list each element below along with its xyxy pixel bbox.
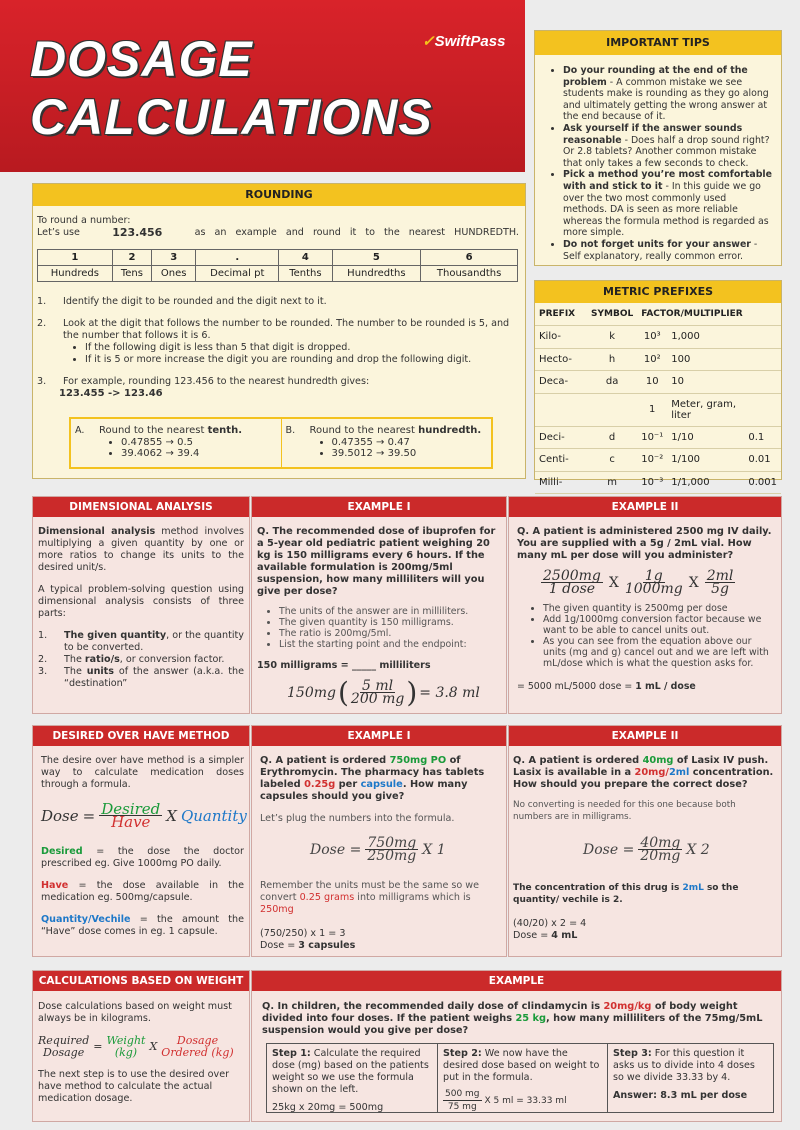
paren-close: ) [406,675,418,709]
example-item: • 0.47855 → 0.5 [121,437,242,448]
denominator: 1000mg [624,581,683,597]
weight-example-box [251,970,782,1122]
equals-sign: = [82,806,96,825]
prefix-row [535,326,781,349]
example-text: Round to the nearest [99,425,205,436]
prefix-header-row [535,303,781,326]
step-title: Step 2: [443,1048,482,1059]
prefix-cell: da [587,371,637,394]
numerator: Desired [101,800,161,818]
weight-box [32,970,250,1122]
ex2-point: • Add 1g/1000mg conversion factor because we want to be able to cancel units out. [543,614,775,636]
formula-fraction [351,680,404,705]
text: as an example and round it to the nearest HUNDREDTH. [194,227,519,238]
example-item: • 39.5012 → 39.50 [332,448,482,459]
step-3 [37,376,519,388]
ex3-content [252,746,506,952]
step-calc: 25kg x 20mg = 500mg [272,1102,384,1113]
prefix-row [535,393,781,426]
part-num: 3. [38,666,48,677]
tip-item [563,123,773,169]
weight-intro: Dose calculations based on weight must always be in kilograms. [38,1001,232,1024]
ex3-highlight: 250mg [260,904,294,915]
formula-term: X 1 [422,841,446,858]
prefix-cell: 10³ [637,326,667,349]
digit-row [38,250,518,266]
formula-term: Weight [106,1034,146,1047]
q-highlight: 0.25g [304,779,336,790]
numerator: 2ml [706,568,734,584]
prefix-cell [744,393,781,426]
step-text: Calculate the required dose (mg) based on the patients weight so we use the formula shown on the left. [272,1048,429,1095]
formula-fraction [541,570,603,595]
prefix-cell: 0.001 [744,471,781,494]
ex4-question [513,755,775,791]
part-num: 2. [38,654,48,665]
ex3-highlight: 0.25 grams [299,892,355,903]
tip-text: - A common mistake we see students make is rounding as they go along and ultimately getting the wrong answer at the end because of it. [563,76,769,123]
q-text: . How many capsules should you give? [260,779,468,802]
weight-content [33,991,249,1105]
metric-prefixes-box [534,280,782,488]
example-bold: hundredth. [418,425,482,436]
multiply-sign: X [149,1040,158,1053]
prefix-cell: c [587,449,637,472]
desired-over-have-heading: DESIRED OVER HAVE METHOD [33,726,249,746]
q-highlight: 40mg [642,755,674,766]
prefix-cell: 1/10 [667,426,744,449]
prefix-cell: d [587,426,637,449]
dohm-example-1-box [251,725,507,957]
formula-fraction [638,837,682,862]
prefix-cell: 1 [637,393,667,426]
step-text: For example, rounding 123.456 to the nearest hundredth gives: [63,376,370,387]
prefix-cell: k [587,326,637,349]
ex1-point: • List the starting point and the endpoint: [279,639,501,650]
q-highlight: capsule [360,779,403,790]
tip-item [563,239,773,262]
q-text: Q. A patient is ordered [260,755,390,766]
formula-term: Quantity [180,806,247,825]
def-term: Desired [41,846,83,857]
rounding-steps [33,282,525,400]
example-label: B. [285,425,296,436]
weight-formula [38,1035,244,1059]
rounding-intro-line2 [37,227,519,239]
formula-fraction [443,1088,482,1113]
logo-text: SwiftPass [434,33,506,50]
text: Let’s use [37,227,80,238]
step-answer: Answer: 8.3 mL per dose [613,1090,748,1101]
formula-term: Dosage [43,1046,85,1059]
prefix-row [535,371,781,394]
rule-item: • If the following digit is less than 5 that digit is dropped. [85,342,519,354]
part-text: of the answer (a.k.a. the “destination” [64,666,244,689]
da-term: Dimensional analysis [38,526,156,537]
def-term: Have [41,880,69,891]
tip-item [563,65,773,123]
prefix-cell: Kilo- [535,326,587,349]
q-highlight: 25 kg [515,1013,547,1024]
tip-title: Do your rounding at the end of the problem [563,65,748,88]
ex1-question: Q. The recommended dose of ibuprofen for a 5-year old pediatric patient weighing 20 kg is 150 milligrams every 6 hours. If the available formulation is 200mg/5ml suspension, how many milliliters will you give per dose? [257,526,496,597]
prefix-cell: 10⁻¹ [637,426,667,449]
denominator: 1 dose [548,581,596,597]
ex3-calc: Dose = [260,940,299,951]
ex2-question: Q. A patient is administered 2500 mg IV daily. You are supplied with a 5g / 2mL vial. How many mL per dose will you administer? [517,526,772,561]
prefix-cell: m [587,471,637,494]
ex2-answer: 1 mL / dose [635,681,696,692]
numerator: 1g [644,568,663,584]
example-label: A. [75,425,85,436]
weight-example-heading: EXAMPLE [252,971,781,991]
ex1-point: • The given quantity is 150 milligrams. [279,617,501,628]
q-highlight: 2ml [668,767,690,778]
ex5-steps [266,1043,774,1113]
formula-term: Dose = [583,841,635,858]
rule-item: • If it is 5 or more increase the digit you are rounding and drop the following digit. [85,354,519,366]
step-formula [443,1088,602,1113]
part-num: 1. [38,630,48,641]
ex5-step-1 [266,1043,438,1113]
denominator: 5g [711,581,729,597]
ex3-text: Let’s plug the numbers into the formula. [260,813,455,824]
rounding-result: 123.455 -> 123.46 [59,388,163,399]
ex5-step-3 [608,1043,774,1113]
q-text: of body weight divided into four doses. If the patient weighs [262,1001,738,1024]
tip-text: - Does half a drop sound right? Or 2.8 tablets? Another common mistake that only takes a few seconds to check. [563,134,770,169]
formula-fraction [625,570,683,595]
ex2-formula [541,570,775,595]
prefix-cell: 100 [667,348,744,371]
example-bold: tenth. [207,425,242,436]
example-b [282,419,492,467]
numerator: 2500mg [543,568,601,584]
digit-cell: 2 [112,250,151,266]
place-value-table [37,249,518,282]
denominator: 250mg [367,848,417,864]
q-highlight: 20mg/kg [603,1001,652,1012]
example-item: • 39.4062 → 39.4 [121,448,242,459]
page-title-line1: DOSAGE [30,31,253,87]
q-highlight: 750mg PO [389,755,447,766]
multiply-sign: X [608,574,619,591]
place-cell: Ones [152,266,196,282]
step-num: 3. [37,376,47,387]
ex2-answer-pre: = 5000 mL/5000 dose = [517,681,636,692]
def-text: = the dose available in the medication eg. 500mg/capsule. [41,880,244,903]
place-cell: Hundreds [38,266,113,282]
formula-term: Dose = [310,841,362,858]
formula-term: Dosage [176,1034,219,1047]
dohm-example-1-heading: EXAMPLE I [252,726,506,746]
ex4-text: The concentration of this drug is [513,883,683,893]
ex1-point: • The units of the answer are in milliliters. [279,606,501,617]
prefix-cell: Deca- [535,371,587,394]
part-text: , or the quantity to be converted. [64,630,244,653]
prefix-cell: h [587,348,637,371]
formula-term: Dose [41,806,79,825]
da-example-1-box [251,496,507,714]
numerator: 40mg [640,835,681,851]
place-cell: Thousandths [421,266,518,282]
ex4-calc: Dose = [513,930,552,941]
prefix-cell [744,326,781,349]
prefix-cell: 0.01 [744,449,781,472]
part-bold: units [86,666,114,677]
prefix-cell: Centi- [535,449,587,472]
number: 123.456 [112,226,163,239]
part-text: The [64,666,87,677]
da-paragraph: A typical problem-solving question using dimensional analysis consists of three parts: [38,584,244,619]
prefix-cell: 0.1 [744,426,781,449]
step-num: 2. [37,318,47,329]
ex3-answer: 3 capsules [298,940,356,951]
formula-term: (kg) [114,1046,138,1059]
q-text: Q. In children, the recommended daily dose of clindamycin is [262,1001,604,1012]
digit-cell: 5 [332,250,421,266]
ex2-point: • As you can see from the equation above our units (mg and g) cancel out and we are left with mL/dose which is what the question asks for. [543,636,775,669]
prefix-cell: Milli- [535,471,587,494]
ex4-text: No converting is needed for this one because both numbers are in milligrams. [513,800,736,822]
prefix-cell: 1/100 [667,449,744,472]
prefix-cell: 10 [637,371,667,394]
col-header: PREFIX [535,303,587,326]
q-text: concentration. How should you prepare the correct dose? [513,767,774,790]
ex3-text: Remember the units must be the same so we convert [260,880,480,903]
dohm-example-2-box [508,725,782,957]
important-tips-box [534,30,782,266]
numerator: 750mg [367,835,417,851]
ex3-text: into milligrams which is [354,892,471,903]
prefix-cell: Meter, gram, liter [667,393,744,426]
ex1-point: • The ratio is 200mg/5ml. [279,628,501,639]
rounding-intro [33,206,525,239]
tip-text: - Self explanatory, really common error. [563,238,758,262]
check-icon: ✓ [422,33,435,50]
part-text: The [64,654,85,665]
prefix-cell: 10⁻³ [637,471,667,494]
da-part-3 [38,666,244,690]
formula-term: Ordered (kg) [161,1046,234,1059]
place-cell: Hundredths [332,266,421,282]
formula-fraction [365,837,418,862]
rounding-examples [69,417,493,469]
page-title-line2: CALCULATIONS [30,89,433,145]
numerator: 5 ml [362,678,394,694]
example-item: • 0.47355 → 0.47 [332,437,482,448]
prefix-cell: Deci- [535,426,587,449]
ex3-question [260,755,500,803]
prefix-cell: 10² [637,348,667,371]
digit-cell: 1 [38,250,113,266]
prefix-cell [744,348,781,371]
prefix-row [535,348,781,371]
step-title: Step 1: [272,1048,311,1059]
formula-term: Required [38,1034,90,1047]
ex4-highlight: 2mL [682,883,704,893]
step-text: We now have the desired dose based on weight to put in the formula. [443,1048,600,1083]
da-def: method involves multiplying a given quantity by one or more ratios to change its units to the desired unit/s. [38,526,245,573]
dohm-content [33,746,249,938]
place-cell: Decimal pt [196,266,279,282]
q-text: per [335,779,361,790]
ex4-calc: (40/20) x 2 = 4 [513,918,587,929]
formula-result: = 3.8 ml [419,684,480,701]
step-2 [37,318,519,366]
place-row [38,266,518,282]
dimensional-analysis-box [32,496,250,714]
multiply-sign: X [688,574,699,591]
tip-title: Ask yourself if the answer sounds reasonable [563,122,743,146]
swiftpass-logo [422,32,505,50]
weight-heading: CALCULATIONS BASED ON WEIGHT [33,971,249,991]
def-text: = the amount the “Have” dose comes in eg. 1 capsule. [41,914,244,937]
tip-title: Pick a method you’re most comfortable with and stick to it [563,169,772,192]
da-part-1 [38,630,244,654]
prefix-cell: 10⁻² [637,449,667,472]
equals-sign: = [93,1040,103,1053]
q-text: of Erythromycin. The pharmacy has tablets labeled [260,755,485,790]
formula-term: 150mg [287,684,336,701]
da-part-2 [38,654,244,666]
ex1-formula [287,675,501,709]
prefix-cell [587,393,637,426]
dohm-intro: The desire over have method is a simpler way to calculate medication doses through a formula. [41,755,244,790]
multiply-sign: X [166,806,177,825]
da-text [33,517,249,690]
tip-title: Do not forget units for your answer [563,238,751,250]
dohm-formula [41,800,247,831]
ex5-question [252,991,781,1037]
digit-cell: 4 [279,250,332,266]
desired-over-have-box [32,725,250,957]
digit-cell: 6 [421,250,518,266]
prefix-cell [744,371,781,394]
ex4-content [509,746,781,942]
step-1 [37,296,519,308]
rounding-box [32,183,526,479]
step-text: For this question it asks us to divide into 4 doses so we divide 33.33 by 4. [613,1048,755,1083]
step-calc: X 5 ml = 33.33 ml [484,1095,567,1106]
def-text: = the dose the doctor prescribed eg. Give 1000mg PO daily. [41,846,244,869]
part-bold: ratio/s [84,654,120,665]
place-cell: Tens [112,266,151,282]
denominator: 75 mg [447,1102,477,1112]
ex1-content [252,517,506,709]
ex4-formula [583,837,775,862]
dimensional-analysis-heading: DIMENSIONAL ANALYSIS [33,497,249,517]
prefix-rows [535,326,781,494]
formula-fraction [705,570,736,595]
digit-cell: . [196,250,279,266]
rounding-intro-line: To round a number: [37,215,131,226]
da-example-2-box [508,496,782,714]
metric-prefixes-heading: METRIC PREFIXES [535,281,781,303]
prefix-cell: 1,000 [667,326,744,349]
step-text: Identify the digit to be rounded and the digit next to it. [63,296,327,307]
ex4-answer: 4 mL [551,930,578,941]
tips-list [535,55,781,262]
denominator: Have [111,813,151,831]
prefix-row [535,426,781,449]
ex3-calc: (750/250) x 1 = 3 [260,928,346,939]
q-text: , how many milliliters of the 75mg/5mL suspension would you give per dose? [262,1013,763,1036]
example-a [71,419,282,467]
digit-cell: 3 [152,250,196,266]
denominator: 20mg [640,848,681,864]
place-cell: Tenths [279,266,332,282]
q-text: of Lasix IV push. Lasix is available in a [513,755,769,778]
formula-term: X 2 [686,841,710,858]
example-text: Round to the nearest [309,425,415,436]
prefix-table [535,303,781,494]
prefix-row [535,471,781,494]
def-term: Quantity/Vechile [41,914,131,925]
step-num: 1. [37,296,47,307]
da-example-2-heading: EXAMPLE II [509,497,781,517]
step-text: Look at the digit that follows the number to be rounded. The number to be rounded is 5, and the number that follows it is 6. [63,318,510,341]
formula-fraction [99,800,162,831]
tip-text: - In this guide we go over the two most commonly used methods. DA is seen as more reliable whereas the formula method is regarded as more simple. [563,180,769,239]
important-tips-heading: IMPORTANT TIPS [535,31,781,55]
paren-open: ( [337,675,349,709]
ex3-formula [310,837,500,862]
ex2-content [509,517,781,693]
dohm-example-2-heading: EXAMPLE II [509,726,781,746]
col-header: SYMBOL [587,303,637,326]
ex4-text: so the quantity/ vechile is 2. [513,883,739,905]
denominator: 200 mg [350,691,405,707]
ex1-equation-label: 150 milligrams = _____ milliliters [257,660,431,671]
tip-item [563,169,773,239]
prefix-cell: Hecto- [535,348,587,371]
step-title: Step 3: [613,1048,652,1059]
prefix-cell: 1/1,000 [667,471,744,494]
ex5-step-2 [438,1043,608,1113]
ex2-point: • The given quantity is 2500mg per dose [543,603,775,614]
q-highlight: 20mg/ [634,767,669,778]
prefix-cell: 10 [667,371,744,394]
prefix-cell [535,393,587,426]
part-bold: The given quantity [64,630,167,641]
col-header: FACTOR/MULTIPLIER [637,303,781,326]
weight-text: The next step is to use the desired over have method to calculate the actual medication dosage. [38,1069,230,1104]
numerator: 500 mg [445,1089,480,1099]
prefix-row [535,449,781,472]
rounding-heading: ROUNDING [33,184,525,206]
da-example-1-heading: EXAMPLE I [252,497,506,517]
q-text: Q. A patient is ordered [513,755,643,766]
part-text: , or conversion factor. [119,654,225,665]
